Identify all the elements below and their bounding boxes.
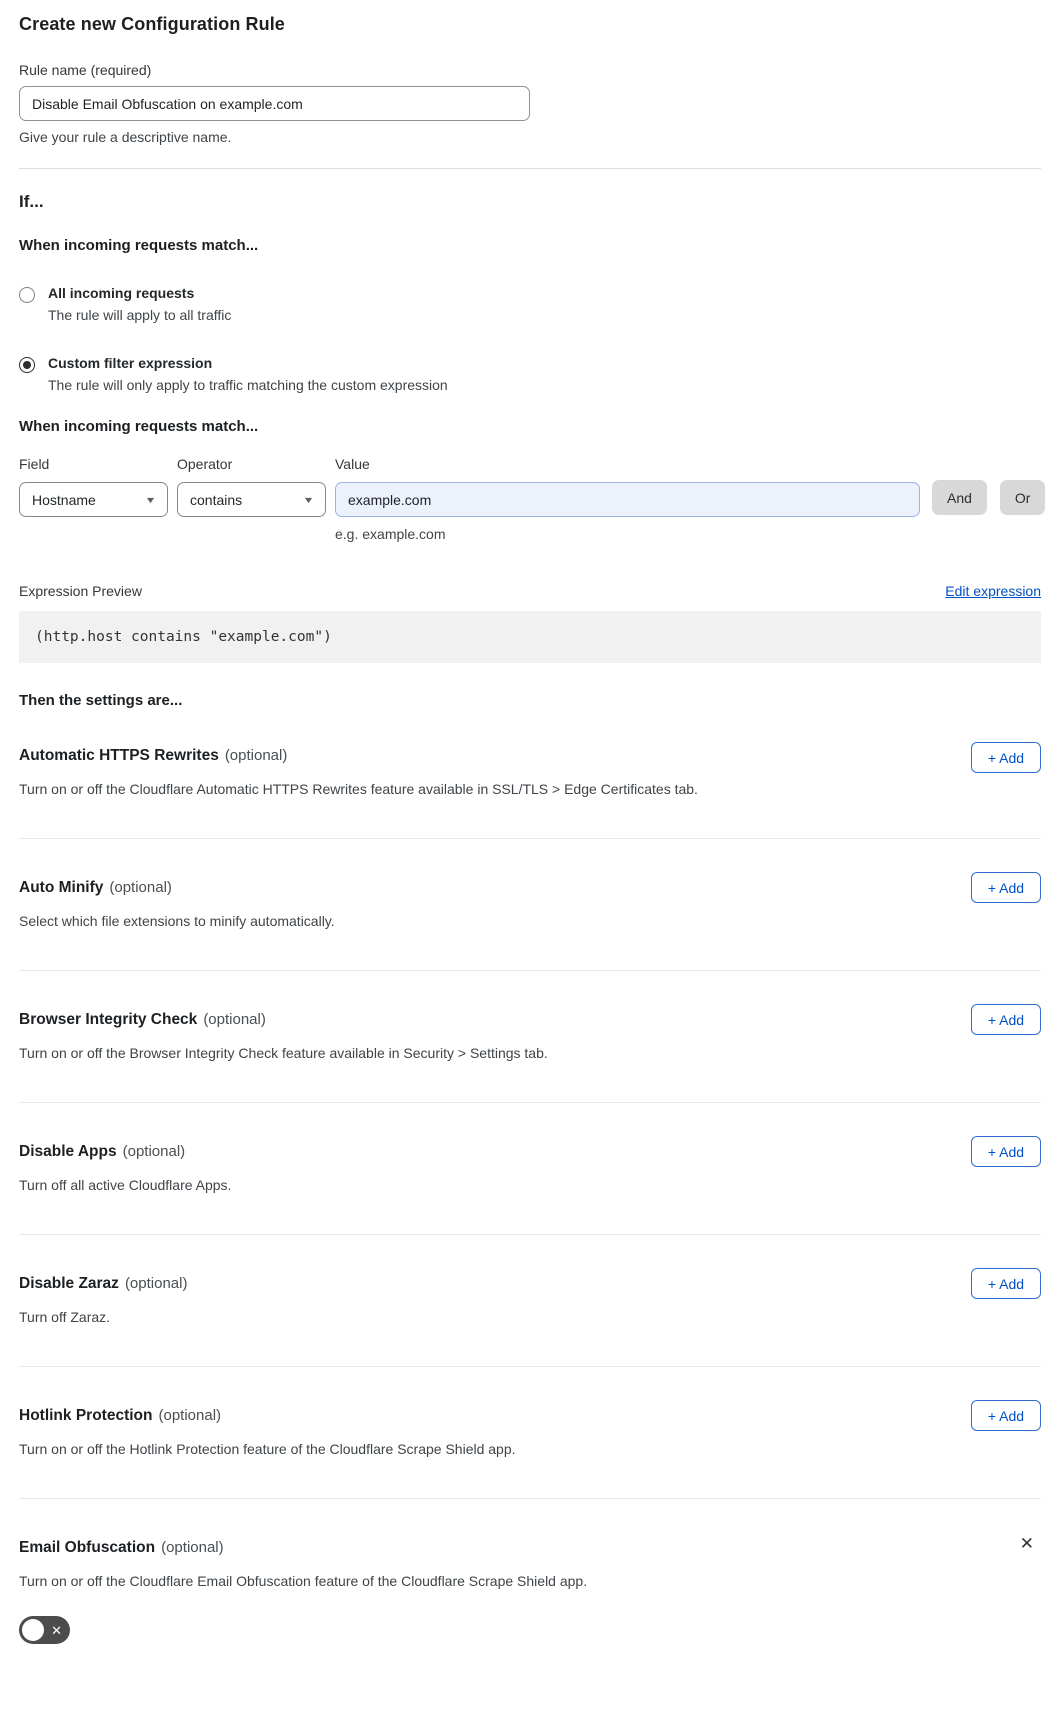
setting-section-auto-minify xyxy=(19,839,1041,971)
setting-title: Email Obfuscation xyxy=(19,1539,156,1556)
setting-title: Browser Integrity Check xyxy=(19,1011,198,1028)
rule-name-help: Give your rule a descriptive name. xyxy=(19,129,232,145)
email-obfuscation-toggle[interactable] xyxy=(19,1616,70,1644)
radio-option-custom-filter-expression[interactable] xyxy=(19,355,1041,393)
optional-label: (optional) xyxy=(158,1407,222,1424)
page-title: Create new Configuration Rule xyxy=(19,14,285,34)
rule-name-input[interactable] xyxy=(19,86,530,121)
add-auto-minify-button[interactable]: + Add xyxy=(971,872,1041,903)
setting-description: Turn off all active Cloudflare Apps. xyxy=(19,1177,232,1193)
value-input[interactable] xyxy=(335,482,920,517)
rule-name-label: Rule name (required) xyxy=(19,62,152,78)
value-label: Value xyxy=(335,456,370,472)
add-disable-zaraz-button[interactable]: + Add xyxy=(971,1268,1041,1299)
setting-section-browser-integrity-check xyxy=(19,971,1041,1103)
setting-description: Select which file extensions to minify automatically. xyxy=(19,913,335,929)
setting-description: Turn on or off the Cloudflare Automatic HTTPS Rewrites feature available in SSL/TLS > Edge Certificates tab. xyxy=(19,781,698,797)
operator-select-value: contains xyxy=(190,491,243,508)
setting-title: Automatic HTTPS Rewrites xyxy=(19,747,219,764)
filter-expression-row xyxy=(19,456,1041,542)
match-subheading: When incoming requests match... xyxy=(19,237,259,254)
close-icon: ✕ xyxy=(1019,1534,1034,1553)
operator-select[interactable] xyxy=(177,482,326,517)
settings-heading: Then the settings are... xyxy=(19,692,183,709)
radio-label: Custom filter expression xyxy=(48,355,213,371)
setting-title: Disable Apps xyxy=(19,1143,117,1160)
radio-description: The rule will apply to all traffic xyxy=(48,307,232,323)
radio-label: All incoming requests xyxy=(48,285,195,301)
toggle-knob xyxy=(22,1619,44,1641)
toggle-off-x-icon: ✕ xyxy=(51,1622,62,1638)
setting-section-hotlink-protection xyxy=(19,1367,1041,1499)
add-automatic-https-rewrites-button[interactable]: + Add xyxy=(971,742,1041,773)
optional-label: (optional) xyxy=(109,879,172,896)
optional-label: (optional) xyxy=(203,1011,266,1028)
setting-description: Turn on or off the Browser Integrity Check feature available in Security > Settings tab. xyxy=(19,1045,548,1061)
setting-description: Turn on or off the Cloudflare Email Obfuscation feature of the Cloudflare Scrape Shield app. xyxy=(19,1573,588,1589)
section-divider xyxy=(19,168,1041,169)
and-button[interactable]: And xyxy=(932,480,987,515)
if-heading: If... xyxy=(19,192,44,211)
add-disable-apps-button[interactable]: + Add xyxy=(971,1136,1041,1167)
expression-preview-label: Expression Preview xyxy=(19,583,142,599)
field-select-value: Hostname xyxy=(32,491,96,508)
setting-title: Hotlink Protection xyxy=(19,1407,153,1424)
radio-option-all-incoming-requests[interactable] xyxy=(19,285,1041,323)
expression-preview-code-block xyxy=(19,611,1041,663)
edit-expression-link[interactable]: Edit expression xyxy=(945,583,1041,599)
setting-description: Turn off Zaraz. xyxy=(19,1309,111,1325)
setting-title: Auto Minify xyxy=(19,879,104,896)
chevron-down-icon: ▼ xyxy=(144,494,157,505)
setting-title: Disable Zaraz xyxy=(19,1275,119,1292)
add-browser-integrity-check-button[interactable]: + Add xyxy=(971,1004,1041,1035)
expression-preview-header xyxy=(19,583,1041,599)
or-button[interactable]: Or xyxy=(1000,480,1046,515)
radio-description: The rule will only apply to traffic matching the custom expression xyxy=(48,377,448,393)
expression-code: (http.host contains "example.com") xyxy=(35,629,332,645)
radio-selected-icon[interactable] xyxy=(19,357,35,373)
setting-section-email-obfuscation xyxy=(19,1499,1041,1690)
setting-section-disable-apps xyxy=(19,1103,1041,1235)
setting-description: Turn on or off the Hotlink Protection feature of the Cloudflare Scrape Shield app. xyxy=(19,1441,516,1457)
setting-section-disable-zaraz xyxy=(19,1235,1041,1367)
operator-label: Operator xyxy=(177,456,233,472)
field-select[interactable] xyxy=(19,482,168,517)
optional-label: (optional) xyxy=(124,1275,188,1292)
filter-heading: When incoming requests match... xyxy=(19,418,259,435)
field-label: Field xyxy=(19,456,50,472)
optional-label: (optional) xyxy=(161,1539,224,1556)
remove-email-obfuscation-button[interactable] xyxy=(1020,1535,1034,1552)
chevron-down-icon: ▼ xyxy=(302,494,315,505)
value-hint: e.g. example.com xyxy=(335,526,446,542)
setting-section-automatic-https-rewrites xyxy=(19,709,1041,839)
radio-unselected-icon[interactable] xyxy=(19,287,35,303)
optional-label: (optional) xyxy=(122,1143,186,1160)
optional-label: (optional) xyxy=(224,747,288,764)
add-hotlink-protection-button[interactable]: + Add xyxy=(971,1400,1041,1431)
